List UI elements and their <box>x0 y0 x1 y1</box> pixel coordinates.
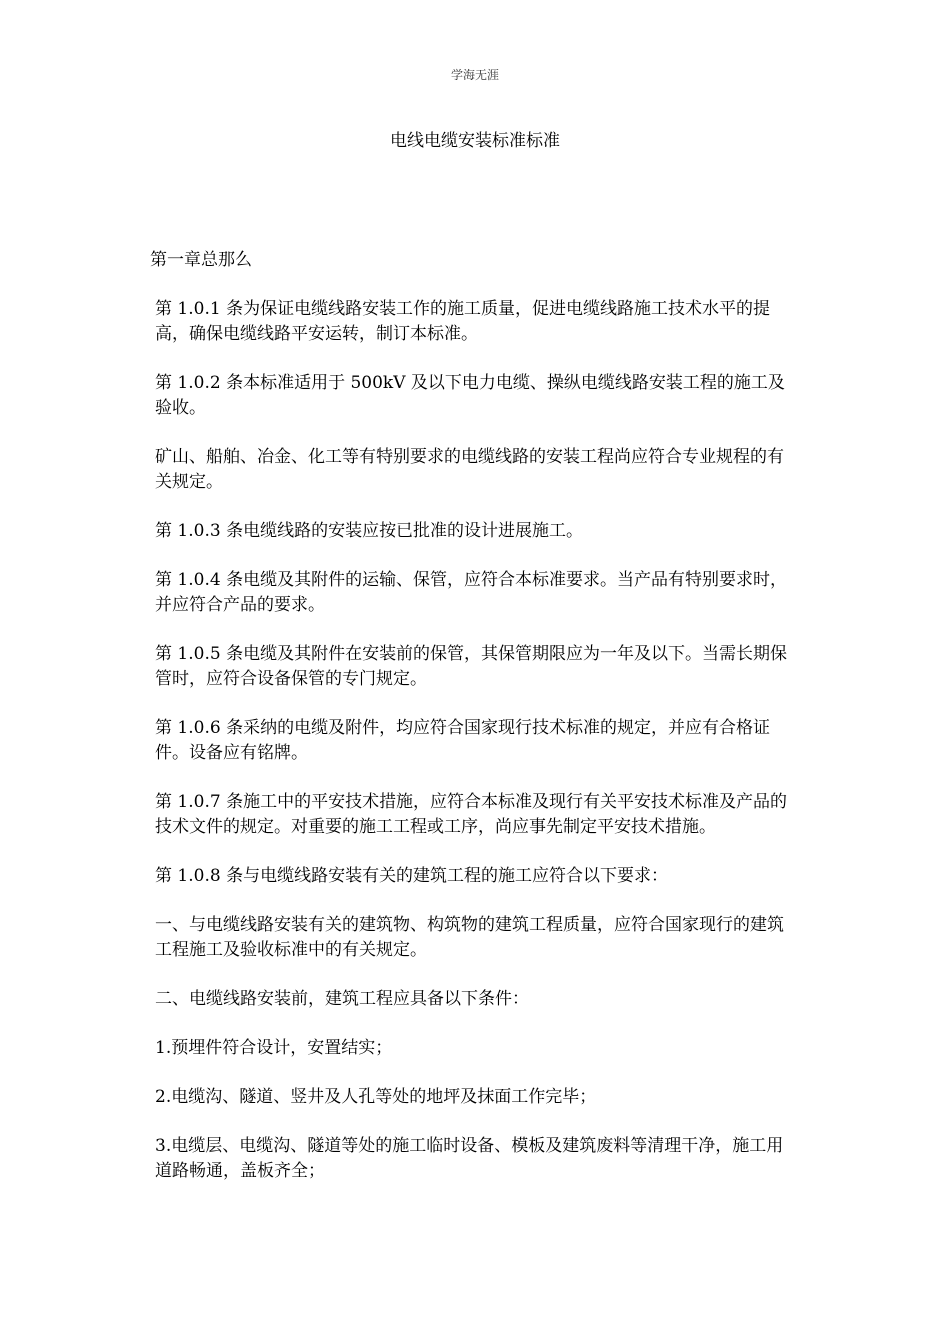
chapter-heading: 第一章总那么 <box>150 250 252 270</box>
paragraph-1-0-7: 第 1.0.7 条施工中的平安技术措施，应符合本标准及现行有关平安技术标准及产品的技术文件的规定。对重要的施工工程或工序，尚应事先制定平安技术措施。 <box>155 792 788 837</box>
paragraph-1-0-3: 第 1.0.3 条电缆线路的安装应按已批准的设计进展施工。 <box>155 521 584 541</box>
paragraph-1-0-1: 第 1.0.1 条为保证电缆线路安装工作的施工质量，促进电缆线路施工技术水平的提高，确保电缆线路平安运转，制订本标准。 <box>155 299 771 344</box>
list-item-2: 2.电缆沟、隧道、竖井及人孔等处的地坪及抹面工作完毕； <box>155 1087 597 1107</box>
paragraph-1-0-2: 第 1.0.2 条本标准适用于 500kV 及以下电力电缆、操纵电缆线路安装工程的施工及验收。 <box>155 373 785 418</box>
paragraph-item-two: 二、电缆线路安装前，建筑工程应具备以下条件： <box>155 989 529 1009</box>
list-item-1: 1.预埋件符合设计，安置结实； <box>155 1038 393 1058</box>
paragraph-1-0-5: 第 1.0.5 条电缆及其附件在安装前的保管，其保管期限应为一年及以下。当需长期保管时，应符合设备保管的专门规定。 <box>155 644 788 689</box>
paragraph-special-requirements: 矿山、船舶、冶金、化工等有特别要求的电缆线路的安装工程尚应符合专业规程的有关规定。 <box>155 447 784 492</box>
paragraph-item-one: 一、与电缆线路安装有关的建筑物、构筑物的建筑工程质量，应符合国家现行的建筑工程施工及验收标准中的有关规定。 <box>155 915 784 960</box>
document-title: 电线电缆安装标准标准 <box>390 131 560 151</box>
paragraph-1-0-6: 第 1.0.6 条采纳的电缆及附件，均应符合国家现行技术标准的规定，并应有合格证件。设备应有铭牌。 <box>155 718 771 763</box>
paragraph-1-0-8: 第 1.0.8 条与电缆线路安装有关的建筑工程的施工应符合以下要求： <box>155 866 669 886</box>
paragraph-1-0-4: 第 1.0.4 条电缆及其附件的运输、保管，应符合本标准要求。当产品有特别要求时，并应符合产品的要求。 <box>155 570 788 615</box>
document-body <box>150 248 800 1208</box>
page-header: 学海无涯 <box>450 68 499 82</box>
list-item-3: 3.电缆层、电缆沟、隧道等处的施工临时设备、模板及建筑废料等清理干净，施工用道路畅通，盖板齐全； <box>155 1136 784 1181</box>
